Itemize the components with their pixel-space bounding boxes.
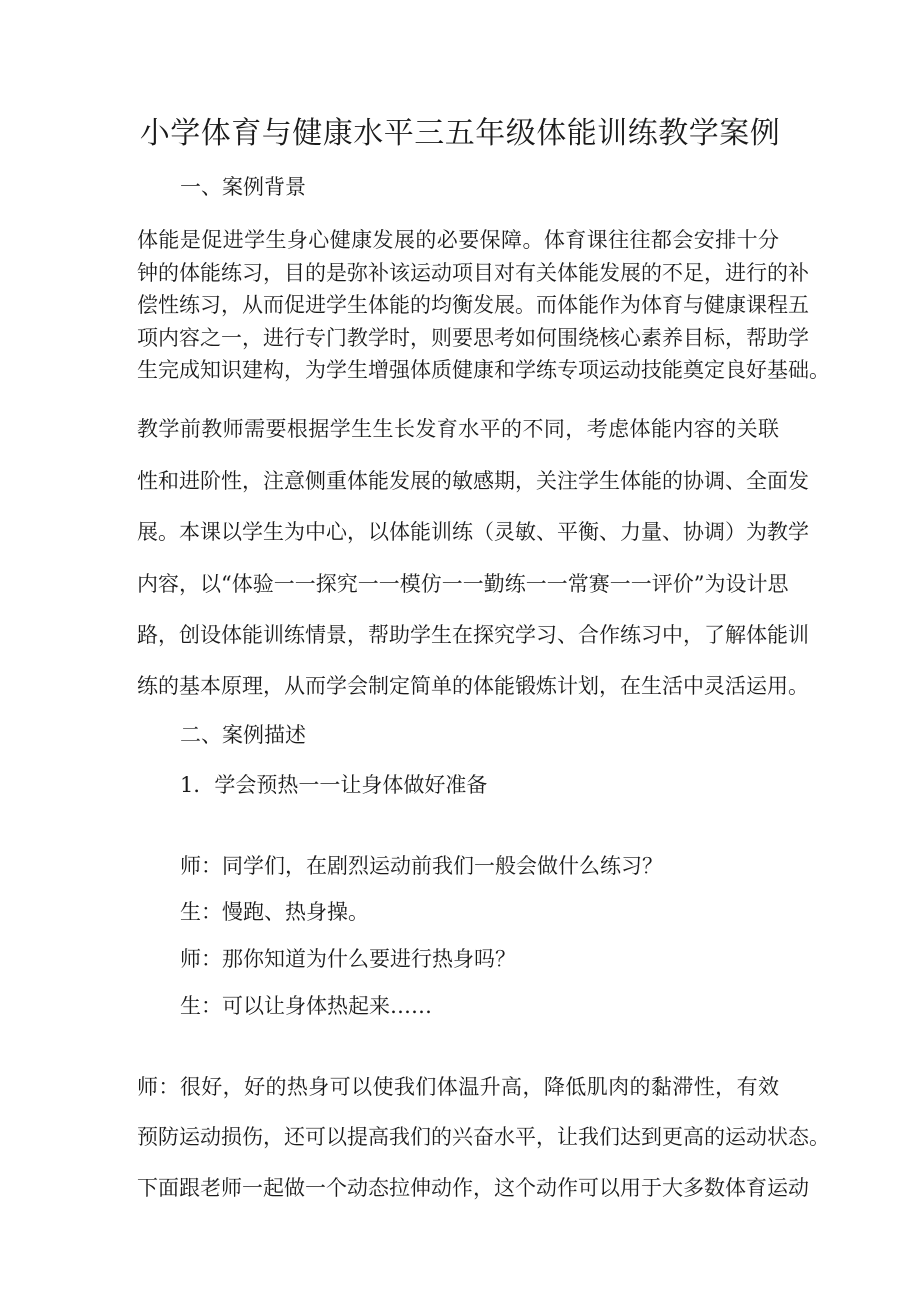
dialogue-line: 生：可以让身体热起来…… [180,994,432,1018]
paragraph-line: 内容，以“体验一一探究一一模仿一一勤练一一常赛一一评价”为设计思 [137,572,789,596]
paragraph-line: 展。本课以学生为中心，以体能训练（灵敏、平衡、力量、协调）为教学 [137,520,809,544]
dialogue-line: 师：那你知道为什么要进行热身吗？ [180,947,516,971]
paragraph-line: 钟的体能练习，目的是弥补该运动项目对有关体能发展的不足，进行的补 [137,261,809,285]
paragraph-line: 师：很好，好的热身可以使我们体温升高，降低肌肉的黏滞性，有效 [137,1075,779,1099]
dialogue-line: 师：同学们，在剧烈运动前我们一般会做什么练习？ [180,854,663,878]
paragraph-line: 项内容之一，进行专门教学时，则要思考如何围绕核心素养目标，帮助学 [137,326,809,350]
paragraph-line: 教学前教师需要根据学生生长发育水平的不同，考虑体能内容的关联 [137,417,779,441]
paragraph-line: 生完成知识建构，为学生增强体质健康和学练专项运动技能奠定良好基础。 [137,358,830,382]
section-heading-description: 二、案例描述 [180,723,306,747]
paragraph-line: 路，创设体能训练情景，帮助学生在探究学习、合作练习中，了解体能训 [137,623,809,647]
paragraph-line: 性和进阶性，注意侧重体能发展的敏感期，关注学生体能的协调、全面发 [137,469,809,493]
paragraph-line: 体能是促进学生身心健康发展的必要保障。体育课往往都会安排十分 [137,228,779,252]
paragraph-line: 预防运动损伤，还可以提高我们的兴奋水平，让我们达到更高的运动状态。 [137,1125,830,1149]
section-heading-background: 一、案例背景 [180,175,306,199]
document-title: 小学体育与健康水平三五年级体能训练教学案例 [139,116,781,151]
subsection-heading-warmup: 1．学会预热一一让身体做好准备 [180,773,488,797]
paragraph-line: 偿性练习，从而促进学生体能的均衡发展。而体能作为体育与健康课程五 [137,293,809,317]
dialogue-line: 生：慢跑、热身操。 [180,900,369,924]
paragraph-line: 练的基本原理，从而学会制定简单的体能锻炼计划，在生活中灵活运用。 [137,674,809,698]
paragraph-line: 下面跟老师一起做一个动态拉伸动作，这个动作可以用于大多数体育运动 [137,1176,809,1200]
